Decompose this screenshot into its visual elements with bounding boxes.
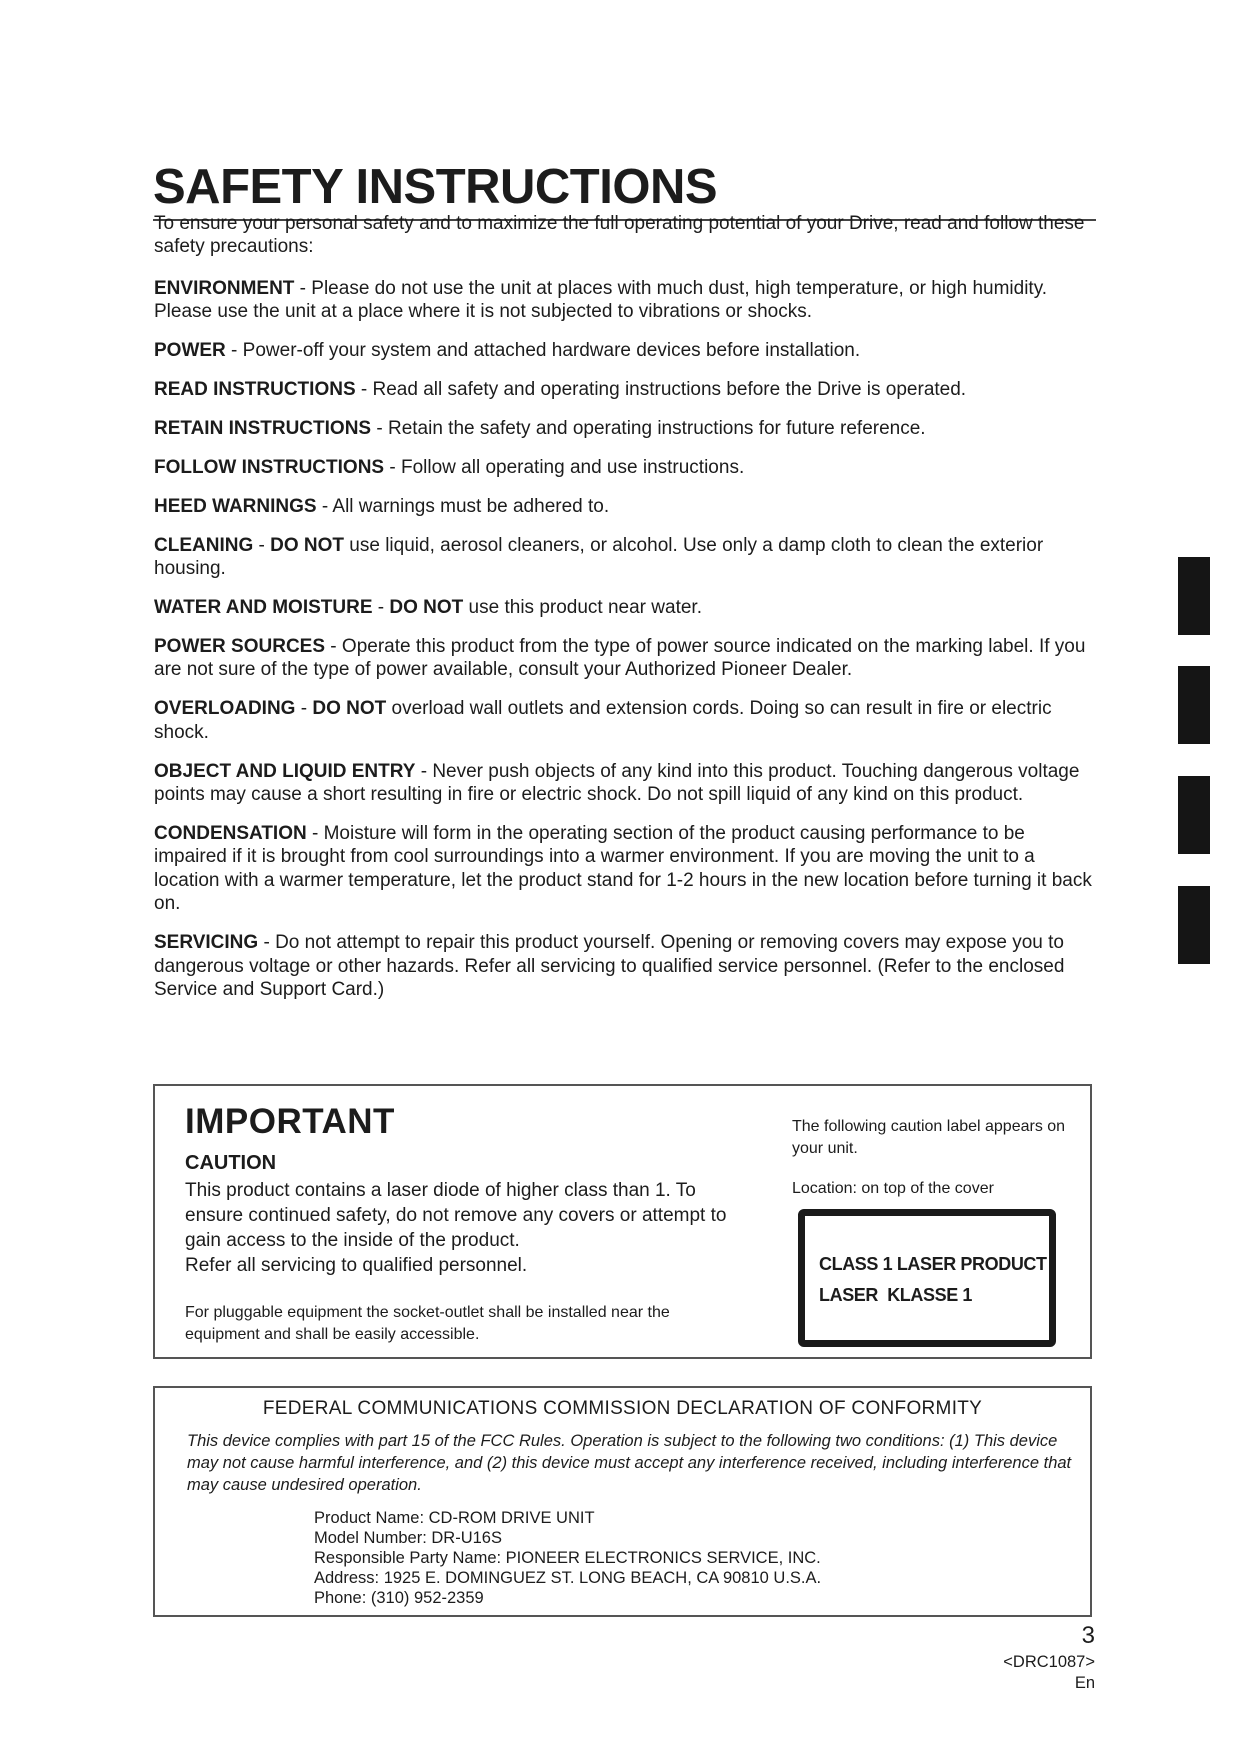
- safety-item-retain-instructions: [154, 417, 1099, 440]
- item-heading: POWER: [154, 340, 226, 362]
- laser-label-line: CLASS 1 LASER PRODUCT: [819, 1254, 1047, 1274]
- intro-text: To ensure your personal safety and to maximize the full operating potential of your Drive, read and follow these safety precautions:: [154, 213, 1085, 257]
- side-tab-marker: [1178, 557, 1210, 635]
- safety-items-list: [154, 277, 1099, 1017]
- item-text: - Operate this product from the type of power source indicated on the marking label. If you are not sure of the type of power available, consult your Authorized Pioneer Dealer.: [154, 636, 1086, 681]
- item-heading: SERVICING: [154, 932, 259, 954]
- responsible-party: Responsible Party Name: PIONEER ELECTRONICS SERVICE, INC.: [314, 1549, 821, 1567]
- item-text: use this product near water.: [463, 597, 702, 619]
- item-heading: HEED WARNINGS: [154, 495, 317, 517]
- phone: Phone: (310) 952-2359: [314, 1589, 484, 1607]
- safety-item-power-sources: [154, 635, 1099, 682]
- safety-item-power: [154, 339, 1099, 362]
- caution-label-location: Location: on top of the cover: [792, 1180, 994, 1197]
- laser-class-label: [798, 1209, 1056, 1347]
- safety-item-object-and-liquid-entry: [154, 760, 1099, 807]
- fcc-title: FEDERAL COMMUNICATIONS COMMISSION DECLARATION OF CONFORMITY: [262, 1398, 983, 1419]
- safety-item-servicing: [154, 931, 1099, 1001]
- item-heading: OVERLOADING: [154, 698, 296, 720]
- item-emphasis: DO NOT: [312, 698, 387, 720]
- item-text: - Please do not use the unit at places with much dust, high temperature, or high humidity. Please use the unit at a place where it is not subjected to vibrations or shocks.: [154, 278, 1048, 323]
- item-text: - Follow all operating and use instructions.: [384, 457, 745, 479]
- fcc-statement: This device complies with part 15 of the FCC Rules. Operation is subject to the following two conditions: (1) This device may not cause harmful interference, and (2) this device must accept any interference received, including interference that may cause undesired operation.: [187, 1432, 1072, 1494]
- item-heading: POWER SOURCES: [154, 636, 326, 658]
- caution-heading: CAUTION: [185, 1152, 277, 1174]
- important-notice-box: [153, 1084, 1092, 1359]
- pluggable-equipment-note: For pluggable equipment the socket-outlet shall be installed near the equipment and shall be easily accessible.: [185, 1304, 670, 1343]
- safety-item-heed-warnings: [154, 495, 1099, 518]
- important-title: IMPORTANT: [185, 1102, 395, 1141]
- caution-text: [185, 1178, 745, 1278]
- side-tab-marker: [1178, 886, 1210, 964]
- item-text: - Never push objects of any kind into this product. Touching dangerous voltage points may cause a short resulting in fire or electric shock. Do not spill liquid of any kind on this product.: [154, 760, 1080, 806]
- item-heading: FOLLOW INSTRUCTIONS: [154, 457, 385, 479]
- caution-line: Refer all servicing to qualified personnel.: [185, 1255, 528, 1276]
- item-text: - Do not attempt to repair this product yourself. Opening or removing covers may expose you to dangerous voltage or other hazards. Refer all servicing to qualified service personnel. (Refer to the enclosed Service and Support Card.): [154, 932, 1065, 1000]
- item-text: overload wall outlets and extension cords. Doing so can result in fire or electric shock.: [154, 698, 1052, 743]
- item-text: - Moisture will form in the operating section of the product causing performance to be impaired if it is brought from cool surroundings into a warmer environment. If you are moving the unit to a location with a warmer temperature, let the product stand for 1-2 hours in the new location before turning it back on.: [154, 823, 1092, 915]
- caution-line: This product contains a laser diode of higher class than 1. To ensure continued safety, do not remove any covers or attempt to gain access to the inside of the product.: [185, 1180, 727, 1251]
- product-name: Product Name: CD-ROM DRIVE UNIT: [314, 1509, 595, 1527]
- document-code: <DRC1087>: [1003, 1653, 1095, 1671]
- language-code: En: [1074, 1674, 1095, 1692]
- side-tab-marker: [1178, 776, 1210, 854]
- safety-item-follow-instructions: [154, 456, 1099, 479]
- item-text: use liquid, aerosol cleaners, or alcohol. Use only a damp cloth to clean the exterior housing.: [154, 534, 1044, 580]
- item-text: - Retain the safety and operating instructions for future reference.: [371, 418, 926, 440]
- model-number: Model Number: DR-U16S: [314, 1529, 502, 1547]
- item-heading: WATER AND MOISTURE: [154, 597, 373, 619]
- item-heading: RETAIN INSTRUCTIONS: [154, 418, 372, 440]
- caution-label-note: The following caution label appears on your unit.: [792, 1118, 1066, 1157]
- item-heading: READ INSTRUCTIONS: [154, 379, 356, 401]
- fcc-declaration-box: [153, 1386, 1092, 1617]
- item-heading: CONDENSATION: [154, 823, 307, 844]
- laser-label-line: LASER KLASSE 1: [819, 1285, 973, 1305]
- item-text: - Read all safety and operating instructions before the Drive is operated.: [355, 379, 967, 401]
- address: Address: 1925 E. DOMINGUEZ ST. LONG BEACH, CA 90810 U.S.A.: [314, 1569, 822, 1587]
- item-text: - Power-off your system and attached hardware devices before installation.: [225, 340, 861, 362]
- item-emphasis: DO NOT: [270, 534, 345, 556]
- safety-item-read-instructions: [154, 378, 1099, 401]
- page-number: 3: [1081, 1622, 1095, 1649]
- safety-item-water-and-moisture: WATER AND MOISTURE - DO NOT use this product near water.: [154, 597, 702, 619]
- safety-item-environment: [154, 277, 1099, 324]
- safety-item-condensation: [154, 822, 1099, 916]
- page-title: SAFETY INSTRUCTIONS: [153, 161, 1096, 221]
- safety-item-overloading: OVERLOADING - DO NOT overload wall outlets and extension cords. Doing so can result in fire or electric shock.: [154, 698, 1052, 743]
- item-heading: OBJECT AND LIQUID ENTRY: [154, 760, 416, 782]
- item-heading: CLEANING: [154, 534, 254, 556]
- item-emphasis: DO NOT: [389, 597, 464, 619]
- item-text: - All warnings must be adhered to.: [316, 495, 610, 517]
- fcc-product-details: [314, 1508, 1034, 1608]
- item-heading: ENVIRONMENT: [154, 278, 295, 299]
- side-tab-marker: [1178, 666, 1210, 744]
- safety-item-cleaning: CLEANING - DO NOT use liquid, aerosol cleaners, or alcohol. Use only a damp cloth to clean the exterior housing.: [154, 534, 1044, 580]
